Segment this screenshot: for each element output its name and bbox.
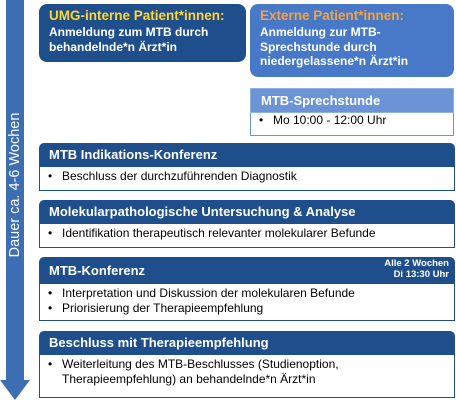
external-title: Externe Patient*innen: (260, 8, 405, 23)
bullet-dot: • (259, 113, 264, 127)
frequency-line-1: Alle 2 Wochen (384, 258, 449, 269)
external-text: Anmeldung zur MTB-Sprechstunde durch niedergelassene*n Ärzt*in (260, 25, 409, 68)
external-box (250, 4, 454, 77)
list-item (48, 169, 446, 184)
bullet-text: Weiterleitung des MTB-Beschlusses (Studienoption, Therapieempfehlung) an behandelnde*n Ärzt*in (62, 357, 339, 386)
bullet-dot: • (48, 169, 53, 183)
mtb-konferenz-frequency (384, 259, 449, 280)
section-indikations-konferenz-body (39, 167, 455, 191)
section-beschluss-body (39, 355, 455, 398)
bullet-dot: • (48, 226, 53, 240)
bullet-dot: • (48, 301, 53, 315)
bullet-text: Mo 10:00 - 12:00 Uhr (273, 113, 387, 127)
bullet-text: Beschluss der durchzuführenden Diagnostik (62, 169, 297, 183)
frequency-line-2: Di 13:30 Uhr (393, 268, 449, 280)
umg-internal-title: UMG-interne Patient*innen: (49, 8, 225, 23)
timeline-label: Dauer ca. 4-6 Wochen (7, 112, 23, 258)
umg-internal-box (39, 4, 246, 62)
section-mtb-konferenz-header (39, 257, 455, 284)
bullet-text: Identifikation therapeutisch relevanter molekularer Befunde (62, 226, 376, 240)
umg-internal-text: Anmeldung zum MTB durch behandelnde*n Ärzt*in (49, 25, 209, 54)
section-beschluss-header: Beschluss mit Therapieempfehlung (39, 331, 455, 355)
list-item (259, 113, 453, 128)
section-indikations-konferenz-header: MTB Indikations-Konferenz (39, 143, 455, 167)
section-mtb-konferenz-title: MTB-Konferenz (49, 263, 146, 278)
list-item (48, 301, 446, 316)
bullet-text: Interpretation und Diskussion der molekularen Befunde (62, 286, 355, 300)
list-item (48, 226, 446, 241)
bullet-text: Priorisierung der Therapieempfehlung (62, 301, 264, 315)
list-item (48, 357, 446, 387)
bullet-dot: • (48, 357, 53, 371)
section-mtb-konferenz-body (39, 284, 455, 321)
list-item (48, 286, 446, 301)
section-molekularpathologie-body (39, 224, 455, 248)
sprechstunde-header: MTB-Sprechstunde (250, 88, 454, 113)
timeline-arrow-head (0, 380, 30, 400)
section-molekularpathologie-header: Molekularpathologische Untersuchung & Analyse (39, 200, 455, 224)
bullet-dot: • (48, 286, 53, 300)
sprechstunde-body (250, 113, 454, 136)
